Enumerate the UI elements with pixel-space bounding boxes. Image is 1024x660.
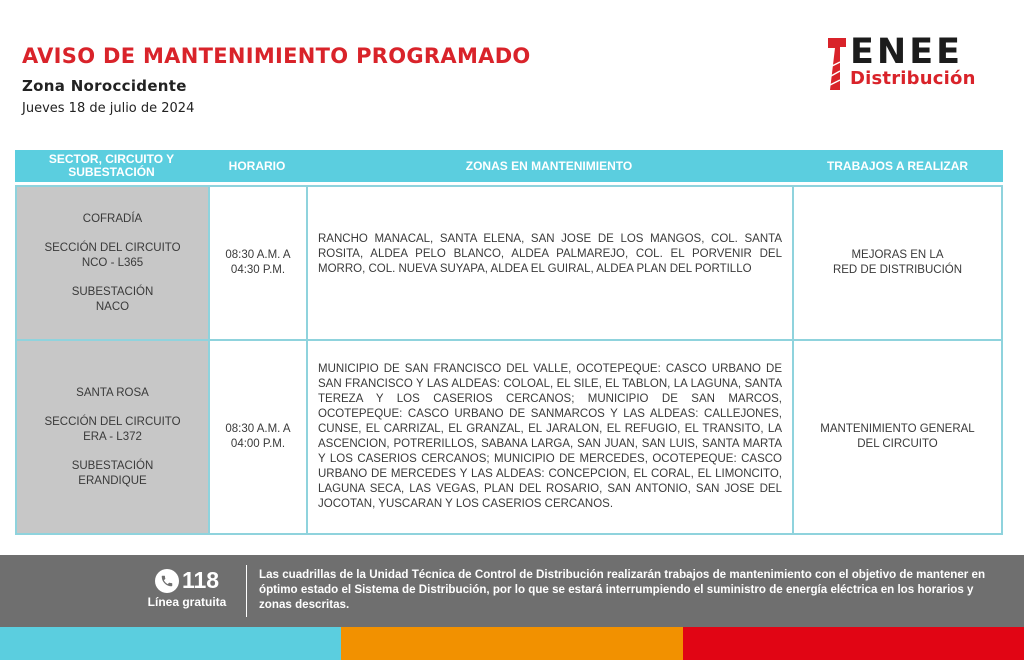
sector-name: SANTA ROSA: [76, 386, 149, 399]
schedule-cell: [210, 341, 308, 533]
logo-subtitle: Distribución: [850, 68, 976, 89]
zone-name: Zona Noroccidente: [22, 77, 187, 95]
tower-logo-icon: [826, 38, 848, 90]
work-line-1: MANTENIMIENTO GENERAL: [820, 423, 975, 435]
stripe-red: [683, 627, 1024, 660]
phone-number: 118: [181, 567, 220, 593]
header-schedule: HORARIO: [228, 158, 286, 173]
zones-cell: [308, 187, 794, 339]
sector-cell: [17, 341, 210, 533]
sector-cell: [17, 187, 210, 339]
schedule-start: 08:30 A.M. A: [225, 249, 291, 261]
color-stripes: [0, 627, 1024, 660]
substation-label: SUBESTACIÓN: [71, 285, 154, 298]
substation-name: ERANDIQUE: [78, 474, 147, 487]
table-row: [15, 185, 1003, 341]
footer-note: Las cuadrillas de la Unidad Técnica de Control de Distribución realizarán trabajos de mantenimiento con el objetivo de mantener en óptimo estado el Sistema de Distribución, por lo que se estará interrumpiendo el suministro de energía eléctrica en los horarios y zonas descritas.: [259, 568, 986, 611]
header-zones: ZONAS EN MANTENIMIENTO: [465, 158, 633, 173]
schedule-end: 04:00 P.M.: [230, 438, 286, 450]
substation-label: SUBESTACIÓN: [71, 459, 154, 472]
logo-brand: ENEE: [850, 32, 964, 72]
phone-icon: [155, 569, 179, 593]
maintenance-table: [15, 150, 1003, 535]
schedule-end: 04:30 P.M.: [230, 264, 286, 276]
zones-text: MUNICIPIO DE SAN FRANCISCO DEL VALLE, OCOTEPEQUE: CASCO URBANO DE SAN FRANCISCO Y LAS ALDEAS: COLOAL, EL SILE, EL TABLON, LA LAGUNA, SANTA TEREZA Y LOS CASERIOS CERCANOS; MUNICIPIO DE SAN MARCOS, OCOTEPEQUE: CASCO URBANO DE SANMARCOS Y LAS ALDEAS: CALLEJONES, CUNSE, EL CARRIZAL, EL GRANZAL, EL JARALON, EL REFUGIO, EL TRANSITO, LA ASCENCION, POTRERILLOS, SABANA LARGA, SAN JUAN, SAN LUIS, SANTA MARTA Y LOS CASERIOS CERCANOS; MUNICIPIO DE MERCEDES, OCOTEPEQUE: CASCO URBANO DE MERCEDES Y LAS ALDEAS: CONCEPCION, EL CORAL, EL LIMONCITO, LAGUNA SECA, LAS VEGAS, PLAN DEL ROSARIO, SAN ANTONIO, SAN JOSE DEL JOCOTAN, YUSCARAN Y LOS CASERIOS CERCANOS.: [318, 363, 782, 510]
circuit-code: NCO - L365: [81, 256, 144, 269]
work-line-2: RED DE DISTRIBUCIÓN: [832, 264, 963, 276]
work-line-2: DEL CIRCUITO: [857, 438, 938, 450]
table-row: [15, 341, 1003, 535]
work-cell: [794, 341, 1001, 533]
circuit-label: SECCIÓN DEL CIRCUITO: [44, 241, 181, 254]
work-cell: [794, 187, 1001, 339]
header-sector: SECTOR, CIRCUITO Y SUBESTACIÓN: [48, 152, 175, 179]
hotline: [137, 567, 237, 609]
circuit-code: ERA - L372: [83, 430, 142, 443]
footer-divider: [246, 565, 247, 617]
sector-name: COFRADÍA: [82, 212, 143, 225]
table-header: [15, 150, 1003, 182]
stripe-cyan: [0, 627, 341, 660]
footer-banner: [0, 555, 1024, 627]
work-line-1: MEJORAS EN LA: [851, 249, 944, 261]
schedule-cell: [210, 187, 308, 339]
enee-logo: [826, 34, 1006, 94]
circuit-label: SECCIÓN DEL CIRCUITO: [44, 415, 181, 428]
notice-title: AVISO DE MANTENIMIENTO PROGRAMADO: [22, 44, 531, 68]
notice-date: Jueves 18 de julio de 2024: [22, 101, 195, 116]
zones-text: RANCHO MANACAL, SANTA ELENA, SAN JOSE DE LOS MANGOS, COL. SANTA ROSITA, ALDEA PELO BLANCO, ALDEA PALMAREJO, COL. EL PORVENIR DEL MORRO, COL. NUEVA SUYAPA, ALDEA EL GUIRAL, ALDEA PLAN DEL PORTILLO: [318, 232, 782, 275]
zones-cell: [308, 341, 794, 533]
substation-name: NACO: [95, 300, 130, 313]
header-work: TRABAJOS A REALIZAR: [826, 158, 969, 173]
schedule-start: 08:30 A.M. A: [225, 423, 291, 435]
stripe-orange: [341, 627, 682, 660]
phone-label: Línea gratuita: [147, 595, 227, 609]
